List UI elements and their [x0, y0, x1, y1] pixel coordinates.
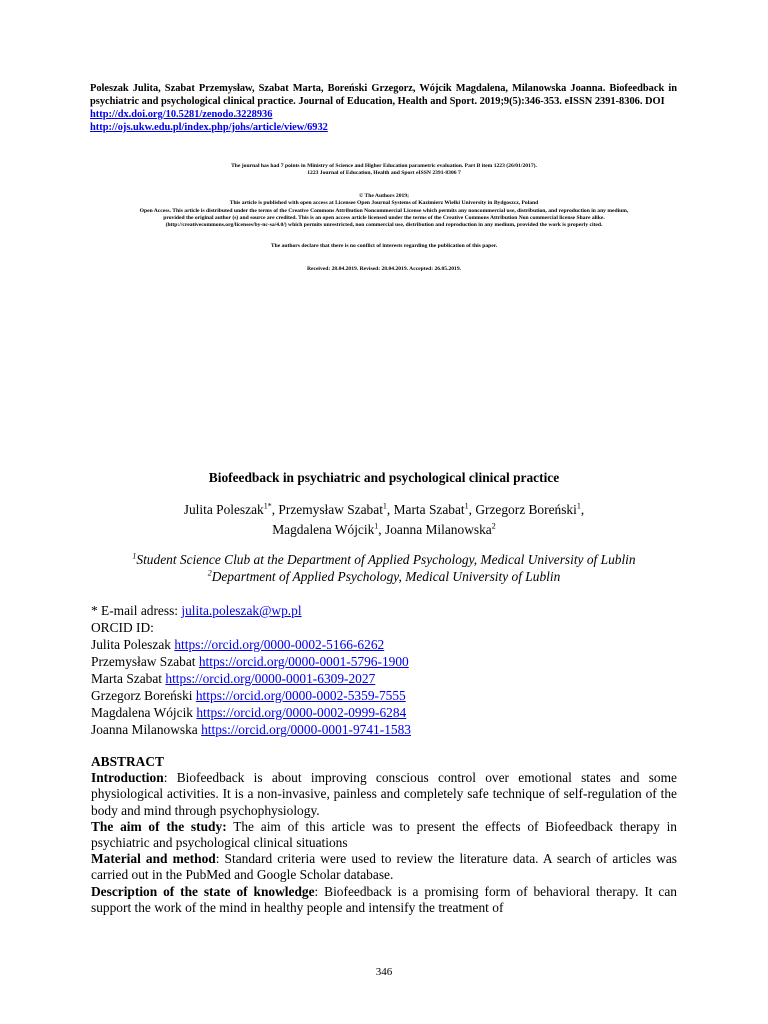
author-affil-marker: 2 [491, 521, 496, 531]
article-title: Biofeedback in psychiatric and psychological clinical practice [208, 470, 560, 485]
orcid-author-name: Grzegorz Boreński [91, 688, 196, 703]
author-line-2 [60, 520, 708, 540]
license-note-line: (http://creativecommons.org/licenses/by-nc-sa/4.0/) which permits unrestricted, non commercial use, distribution and reproduction in any medium, provided the work is properly cited. [165, 222, 603, 229]
orcid-entry [91, 721, 681, 738]
orcid-author-name: Julita Poleszak [91, 637, 175, 652]
affiliation-2 [60, 568, 708, 585]
journal-link[interactable]: http://ojs.ukw.edu.pl/index.php/johs/article/view/6932 [90, 122, 328, 133]
license-note-line: provided the original author (s) and source are credited. This is an open access article licensed under the terms of the Creative Commons Attribution Non commercial license Share alike. [163, 214, 605, 221]
email-link[interactable]: julita.poleszak@wp.pl [181, 603, 302, 618]
orcid-author-name: Magdalena Wójcik [91, 705, 197, 720]
abstract-section [91, 884, 677, 916]
affiliation-marker: 1 [132, 551, 137, 561]
author-affil-marker: 1* [263, 501, 272, 511]
orcid-link[interactable]: https://orcid.org/0000-0002-5359-7555 [195, 688, 406, 703]
orcid-heading: ORCID ID: [91, 620, 154, 635]
author-list [60, 500, 708, 540]
page-number: 346 [375, 966, 393, 978]
orcid-link[interactable]: https://orcid.org/0000-0001-9741-1583 [201, 722, 411, 737]
abstract-section [91, 851, 677, 883]
email-line [91, 602, 681, 619]
author-name: Magdalena Wójcik [272, 522, 375, 537]
abstract-section-label: The aim of the study: [91, 818, 227, 834]
orcid-entry [91, 704, 681, 721]
abstract-heading: ABSTRACT [91, 754, 164, 769]
orcid-link[interactable]: https://orcid.org/0000-0001-5796-1900 [198, 654, 409, 669]
author-affil-marker: 1 [374, 521, 379, 531]
abstract-section-separator: : [163, 770, 177, 786]
affiliation-text: Student Science Club at the Department of Applied Psychology, Medical University of Lublin [136, 552, 636, 567]
abstract-section-label: Introduction [91, 770, 164, 786]
citation-block [90, 82, 677, 134]
orcid-author-name: Marta Szabat [91, 671, 166, 686]
journal-note-line: 1223 Journal of Education, Health and Sport eISSN 2391-8306 7 [307, 170, 461, 177]
orcid-link[interactable]: https://orcid.org/0000-0002-5166-6262 [174, 637, 385, 652]
license-note-line: © The Authors 2019; [359, 193, 409, 199]
orcid-author-name: Joanna Milanowska [91, 722, 202, 737]
journal-note [60, 163, 708, 178]
dates-note-line: Received: 28.04.2019. Revised: 28.04.2019. Accepted: 26.05.2019. [306, 266, 462, 272]
author-name: , Marta Szabat [386, 502, 465, 517]
abstract-section-label: Material and method [91, 851, 216, 867]
author-affil-marker: 1 [576, 501, 581, 511]
author-name: Julita Poleszak [183, 502, 264, 517]
abstract-section-label: Description of the state of knowledge [91, 883, 315, 899]
orcid-link[interactable]: https://orcid.org/0000-0002-0999-6284 [196, 705, 407, 720]
author-separator: , [580, 502, 585, 517]
abstract-section-text: Biofeedback is a promising form of behavioral therapy. It can support the work of the mind in healthy people and intensify the treatment of [91, 883, 677, 915]
author-name: , Joanna Milanowska [378, 522, 492, 537]
journal-note-line: The journal has had 7 points in Ministry of Science and Higher Education parametric evaluation. Part B item 1223 (26/01/2017). [231, 163, 537, 169]
abstract-section-separator: : [215, 851, 225, 867]
author-affil-marker: 1 [464, 501, 469, 511]
abstract-section [91, 770, 677, 819]
license-note-line: Open Access. This article is distributed under the terms of the Creative Commons Attribution Noncommercial License which permits any noncommercial use, distribution, and reproduction in any medium, [139, 207, 629, 214]
contact-info [91, 602, 681, 738]
orcid-entry [91, 653, 681, 670]
author-affil-marker: 1 [382, 501, 387, 511]
email-label: * E-mail adress: [91, 603, 182, 618]
conflict-note [60, 243, 708, 250]
affiliation-text: Department of Applied Psychology, Medical University of Lublin [211, 569, 561, 584]
abstract-section-text: Standard criteria were used to review the literature data. A search of articles was carried out in the PubMed and Google Scholar database. [91, 851, 677, 883]
orcid-entry [91, 670, 681, 687]
license-note [60, 193, 708, 229]
orcid-entry [91, 687, 681, 704]
abstract [91, 754, 677, 916]
affiliation-1 [60, 551, 708, 568]
dates-note [60, 266, 708, 273]
author-name: , Grzegorz Boreński [468, 502, 577, 517]
author-line-1 [60, 500, 708, 520]
citation-text: Poleszak Julita, Szabat Przemysław, Szabat Marta, Boreński Grzegorz, Wójcik Magdalena, Milanowska Joanna. Biofeedback in psychiatric and psychological clinical practice. Journal of Education, Health and Sport. 2019;9(5):346-353. eISSN 2391-8306. DOI [90, 83, 677, 107]
orcid-link[interactable]: https://orcid.org/0000-0001-6309-2027 [165, 671, 376, 686]
abstract-section-text: The aim of this article was to present the effects of Biofeedback therapy in psychiatric and psychological clinical situations [91, 818, 677, 851]
doi-link[interactable]: http://dx.doi.org/10.5281/zenodo.3228936 [90, 109, 273, 120]
abstract-section-separator: : [314, 883, 325, 899]
abstract-section [91, 819, 677, 851]
conflict-note-line: The authors declare that there is no conflict of interests regarding the publication of this paper. [270, 243, 498, 249]
affiliations [60, 551, 708, 585]
abstract-section-text: Biofeedback is about improving conscious control over emotional states and some physiological activities. It is a non-invasive, painless and completely safe technique of self-regulation of the body and mind through psychophysiology. [91, 770, 677, 818]
affiliation-marker: 2 [207, 568, 212, 578]
license-note-line: This article is published with open access at Licensee Open Journal Systems of Kazimierz Wielki University in Bydgoszcz, Poland [229, 200, 539, 207]
orcid-author-name: Przemysław Szabat [91, 654, 199, 669]
orcid-entry [91, 636, 681, 653]
author-name: , Przemysław Szabat [271, 502, 383, 517]
